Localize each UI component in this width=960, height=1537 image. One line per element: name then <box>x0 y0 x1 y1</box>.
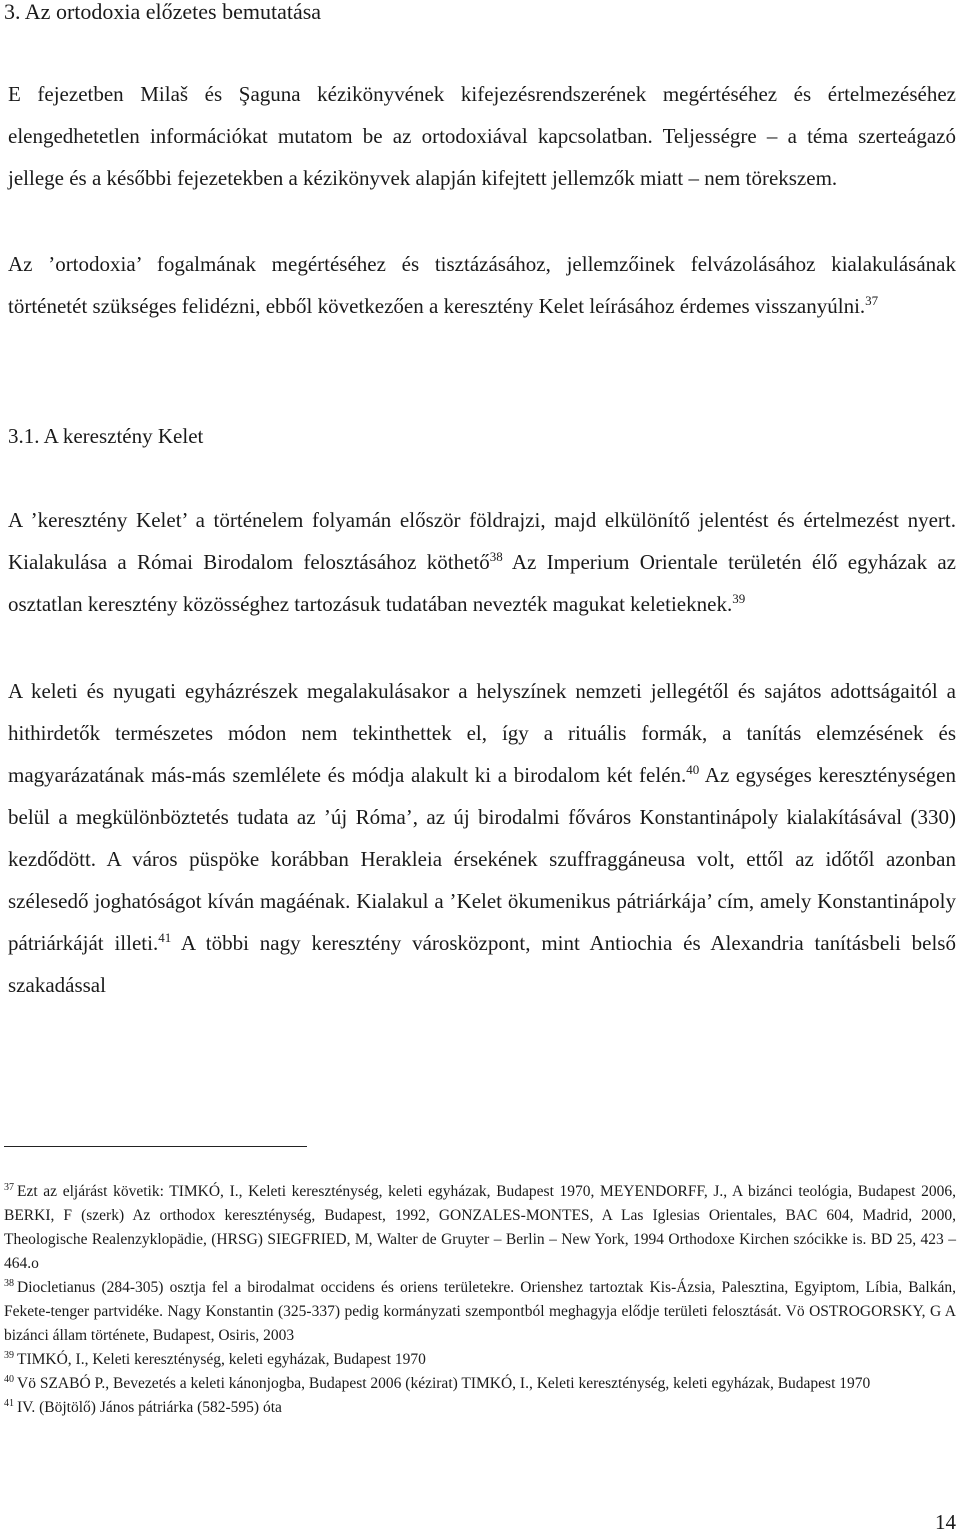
paragraph-text: A keleti és nyugati egyházrészek megalakulásakor a helyszínek nemzeti jellegétől és sajátos adottságaitól a hithirdetők természetes módon nem tekinthettek el, így a rituális formák, a tanítás elemzésének és magyarázatának más-más szemlélete és módja alakult ki a birodalom két felén. <box>8 679 956 787</box>
footnote-number: 37 <box>4 1181 14 1193</box>
paragraph-intro: E fejezetben Milaš és Şaguna kézikönyvének kifejezésrendszerének megértéséhez és értelmezéséhez elengedhetetlen információkat mutatom be az ortodoxiával kapcsolatban. Teljességre – a téma szerteágazó jellege és a későbbi fejezetekben a kézikönyvek alapján kifejtett jellemzők miatt – nem törekszem. <box>8 82 956 190</box>
footnote-divider <box>4 1146 307 1147</box>
footnote-number: 39 <box>4 1349 14 1361</box>
paragraph-text: Az egységes kereszténységen belül a megkülönböztetés tudata az ’új Róma’, az új birodalmi főváros Konstantinápoly kialakításával (330) kezdődött. A város püspöke korábban Herakleia érsekének szuffraggáneusa volt, ettől az időtől azonban szélesedő joghatóságot kíván magáénak. Kialakul a ’Kelet ökumenikus pátriárkája’ cím, amely Konstantinápoly pátriárkáját illeti. <box>8 763 957 955</box>
footnote-text: Ezt az eljárást követik: TIMKÓ, I., Keleti kereszténység, keleti egyházak, Budapest 1970, MEYENDORFF, J., A bizánci teológia, Budapest 2006, BERKI, F (szerk) Az orthodox kereszténység, Budapest, 1992, GONZALES-MONTES, A Las Iglesias Orientales, BAC 604, Madrid, 2000, Theologische Realenzyklopädie, (HRSG) SIEGFRIED, M, Walter de Gruyter – Berlin – New York, 1994 Orthodoxe Kirchen szócikke is. BD 25, 423 – 464.o <box>4 1183 956 1272</box>
paragraph-ortodoxia <box>8 243 956 327</box>
footnotes <box>4 1180 956 1420</box>
footnote-number: 40 <box>4 1373 14 1385</box>
footnote-text: Vö SZABÓ P., Bevezetés a keleti kánonjogba, Budapest 2006 (kézirat) TIMKÓ, I., Keleti kereszténység, keleti egyházak, Budapest 1970 <box>17 1375 871 1392</box>
footnote <box>4 1180 956 1276</box>
paragraph-egyhazreszek <box>8 670 956 1006</box>
paragraph-text: Az ’ortodoxia’ fogalmának megértéséhez és tisztázásához, jellemzőinek felvázolásához kialakulásának történetét szükséges felidézni, ebből következően a keresztény Kelet leírásához érdemes visszanyúlni. <box>8 252 956 318</box>
section-title: 3.1. A keresztény Kelet <box>8 424 204 448</box>
footnote <box>4 1276 956 1348</box>
footnote-reference[interactable]: 40 <box>686 762 700 777</box>
footnote-reference[interactable]: 37 <box>865 293 879 308</box>
footnote <box>4 1396 956 1420</box>
footnote <box>4 1348 956 1372</box>
footnote-text: Diocletianus (284-305) osztja fel a birodalmat occidens és oriens területekre. Orienshez tartoztak Kis-Ázsia, Palesztina, Egyiptom, Líbia, Balkán, Fekete-tenger partvidéke. Nagy Konstantin (325-337) pedig kormányzati szempontból meghagyja elődje területi felosztását. Vö OSTROGORSKY, G A bizánci állam története, Budapest, Osiris, 2003 <box>4 1279 956 1344</box>
chapter-title: 3. Az ortodoxia előzetes bemutatása <box>4 0 322 24</box>
paragraph-text: A többi nagy keresztény városközpont, mint Antiochia és Alexandria tanításbeli belső szakadással <box>8 931 956 997</box>
paragraph-text: Az Imperium Orientale területén élő egyházak az osztatlan keresztény közösséghez tartozásuk tudatában nevezték magukat keletieknek. <box>8 550 956 616</box>
paragraph-keresztheny-kelet <box>8 499 956 625</box>
paragraph-text: A ’keresztény Kelet’ a történelem folyamán először földrajzi, majd elkülönítő jelentést és értelmezést nyert. Kialakulása a Római Birodalom felosztásához köthető <box>8 508 956 574</box>
page-number: 14 <box>935 1510 956 1534</box>
footnote-text: TIMKÓ, I., Keleti kereszténység, keleti egyházak, Budapest 1970 <box>17 1351 426 1368</box>
footnote-reference[interactable]: 39 <box>732 591 746 606</box>
footnote-reference[interactable]: 38 <box>489 549 503 564</box>
footnote-number: 41 <box>4 1397 14 1409</box>
footnote-text: IV. (Böjtölő) János pátriárka (582-595) óta <box>17 1399 282 1416</box>
footnote <box>4 1372 956 1396</box>
footnote-reference[interactable]: 41 <box>158 930 172 945</box>
footnote-number: 38 <box>4 1277 14 1289</box>
